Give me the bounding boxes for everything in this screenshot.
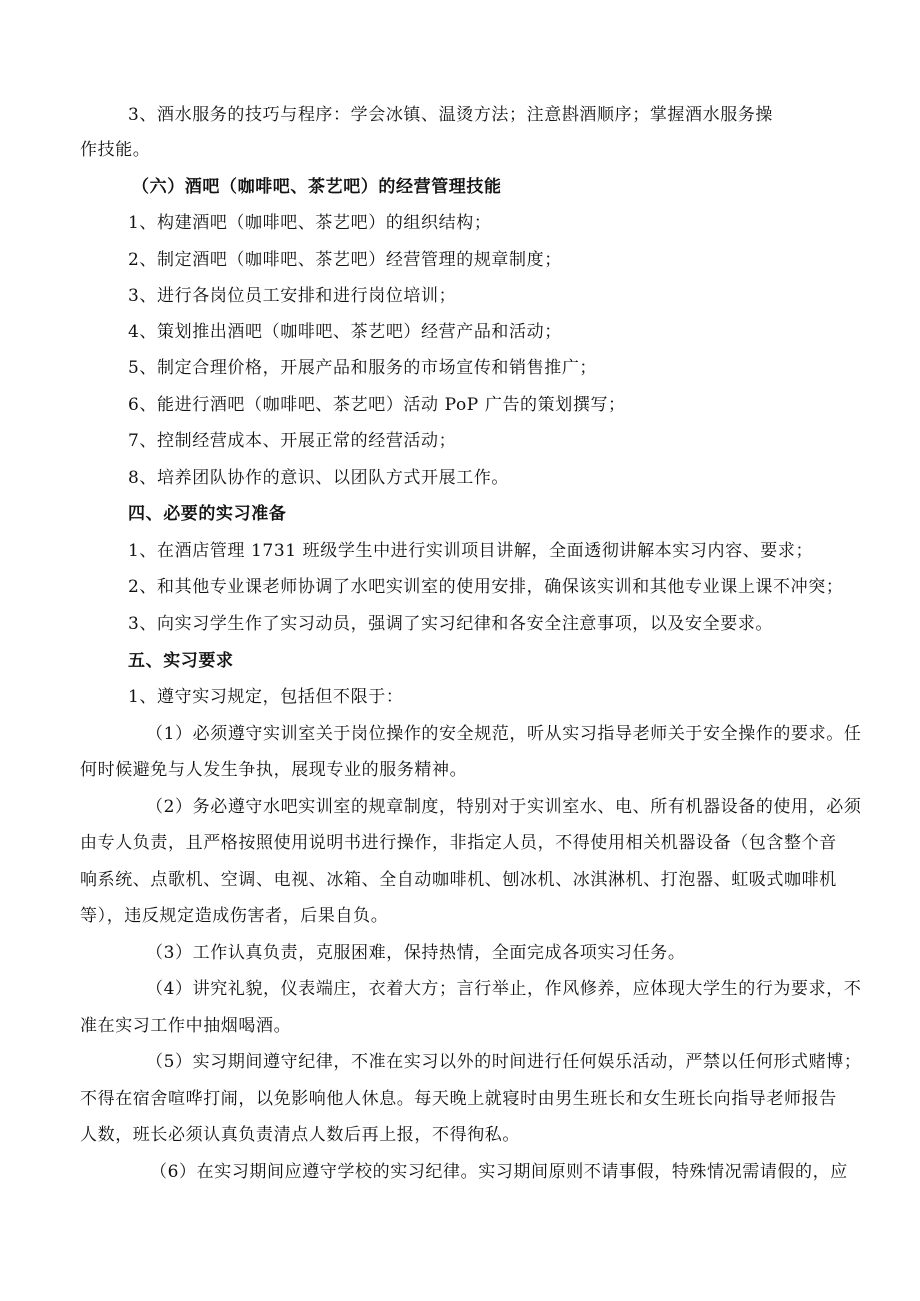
text-line: 响系统、点歌机、空调、电视、冰箱、全自动咖啡机、刨冰机、冰淇淋机、打泡器、虹吸式咖啡机 [80, 870, 837, 890]
section-heading: （六）酒吧（咖啡吧、茶艺吧）的经营管理技能 [132, 177, 502, 197]
text-line: 2、和其他专业课老师协调了水吧实训室的使用安排，确保该实训和其他专业课上课不冲突； [128, 577, 844, 597]
text-line: 1、在酒店管理 1731 班级学生中进行实训项目讲解，全面透彻讲解本实习内容、要求； [128, 541, 814, 561]
text-line: 由专人负责，且严格按照使用说明书进行操作，非指定人员，不得使用相关机器设备（包含整个音 [80, 833, 837, 853]
text-line: 3、向实习学生作了实习动员，强调了实习纪律和各安全注意事项，以及安全要求。 [128, 614, 774, 634]
text-line: 2、制定酒吧（咖啡吧、茶艺吧）经营管理的规章制度； [128, 250, 562, 270]
text-line: 1、构建酒吧（咖啡吧、茶艺吧）的组织结构； [128, 213, 492, 233]
text-line: 作技能。 [80, 140, 151, 160]
section-heading: 四、必要的实习准备 [128, 504, 287, 524]
text-line: （1）必须遵守实训室关于岗位操作的安全规范，听从实习指导老师关于安全操作的要求。任 [146, 724, 862, 744]
text-line: 6、能进行酒吧（咖啡吧、茶艺吧）活动 PoP 广告的策划撰写； [128, 395, 626, 415]
text-line: （6）在实习期间应遵守学校的实习纪律。实习期间原则不请事假，特殊情况需请假的，应 [150, 1162, 848, 1182]
section-heading: 五、实习要求 [128, 651, 234, 671]
text-line: 不得在宿舍喧哗打闹，以免影响他人休息。每天晚上就寝时由男生班长和女生班长向指导老师报告 [80, 1089, 837, 1109]
text-line: 4、策划推出酒吧（咖啡吧、茶艺吧）经营产品和活动； [128, 322, 562, 342]
text-line: 5、制定合理价格，开展产品和服务的市场宣传和销售推广； [128, 358, 598, 378]
text-line: （4）讲究礼貌，仪表端庄，衣着大方；言行举止，作风修养，应体现大学生的行为要求，不 [146, 979, 862, 999]
text-line: 准在实习工作中抽烟喝酒。 [80, 1016, 292, 1036]
text-line: 等），违反规定造成伤害者，后果自负。 [80, 906, 389, 926]
text-line: 1、遵守实习规定，包括但不限于： [128, 687, 404, 707]
text-line: 7、控制经营成本、开展正常的经营活动； [128, 431, 457, 451]
text-line: （2）务必遵守水吧实训室的规章制度，特别对于实训室水、电、所有机器设备的使用，必须 [146, 797, 862, 817]
text-line: 人数，班长必须认真负责清点人数后再上报，不得徇私。 [80, 1125, 520, 1145]
text-line: （5）实习期间遵守纪律，不准在实习以外的时间进行任何娱乐活动，严禁以任何形式赌博； [146, 1052, 862, 1072]
text-line: 3、酒水服务的技巧与程序：学会冰镇、温烫方法；注意斟酒顺序；掌握酒水服务操 [128, 105, 774, 125]
text-line: （3）工作认真负责，克服困难，保持热情，全面完成各项实习任务。 [146, 943, 686, 963]
text-line: 8、培养团队协作的意识、以团队方式开展工作。 [128, 468, 510, 488]
text-line: 3、进行各岗位员工安排和进行岗位培训； [128, 286, 457, 306]
text-line: 何时候避免与人发生争执，展现专业的服务精神。 [80, 760, 468, 780]
